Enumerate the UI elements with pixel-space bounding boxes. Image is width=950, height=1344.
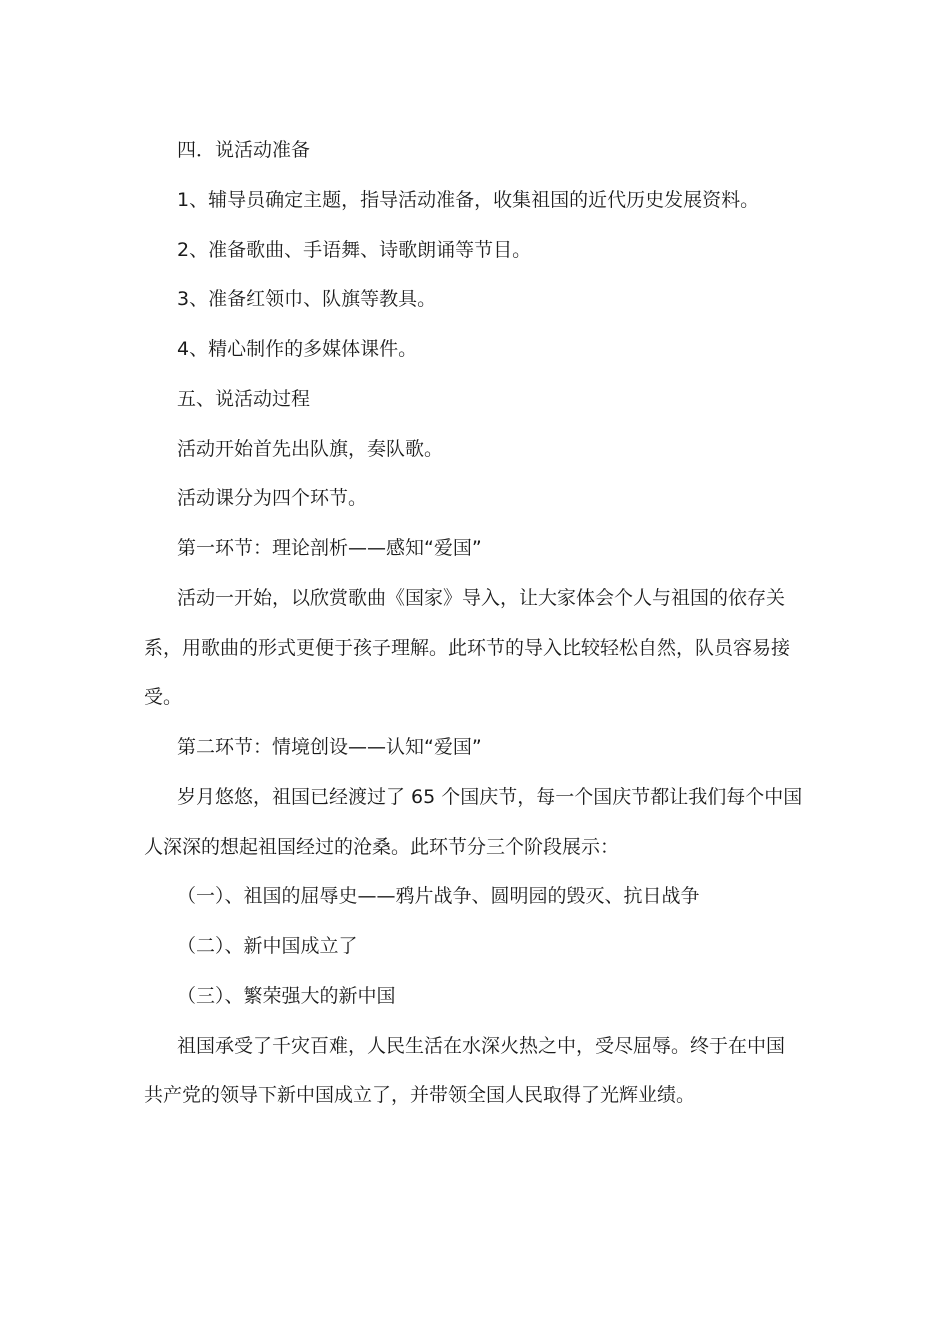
list-item: 4、精心制作的多媒体课件。	[177, 338, 418, 360]
paragraph-line: 祖国承受了千灾百难，人民生活在水深火热之中，受尽屈辱。终于在中国	[177, 1035, 786, 1057]
list-item: 3、准备红领巾、队旗等教具。	[177, 288, 437, 310]
paragraph-line: 人深深的想起祖国经过的沧桑。此环节分三个阶段展示：	[144, 836, 620, 858]
paragraph-line: 活动课分为四个环节。	[177, 487, 368, 509]
subsection-heading-stage-one: 第一环节：理论剖析——感知“爱国”	[177, 537, 482, 559]
list-item: （一）、祖国的屈辱史——鸦片战争、圆明园的毁灭、抗日战争	[177, 885, 700, 907]
section-heading-preparation: 四．说活动准备	[177, 139, 311, 161]
list-item: （三）、繁荣强大的新中国	[177, 985, 396, 1007]
paragraph-line: 系，用歌曲的形式更便于孩子理解。此环节的导入比较轻松自然，队员容易接	[144, 637, 791, 659]
section-heading-process: 五、说活动过程	[177, 388, 311, 410]
subsection-heading-stage-two: 第二环节：情境创设——认知“爱国”	[177, 736, 482, 758]
paragraph-line: 岁月悠悠，祖国已经渡过了 65 个国庆节，每一个国庆节都让我们每个中国	[177, 786, 803, 808]
paragraph-line: 活动一开始，以欣赏歌曲《国家》导入，让大家体会个人与祖国的依存关	[177, 587, 786, 609]
paragraph-line: 共产党的领导下新中国成立了，并带领全国人民取得了光辉业绩。	[144, 1084, 696, 1106]
paragraph-line: 受。	[144, 686, 183, 708]
list-item: 1、辅导员确定主题，指导活动准备，收集祖国的近代历史发展资料。	[177, 189, 760, 211]
paragraph-line: 活动开始首先出队旗，奏队歌。	[177, 438, 444, 460]
list-item: 2、准备歌曲、手语舞、诗歌朗诵等节目。	[177, 239, 532, 261]
list-item: （二）、新中国成立了	[177, 935, 358, 957]
